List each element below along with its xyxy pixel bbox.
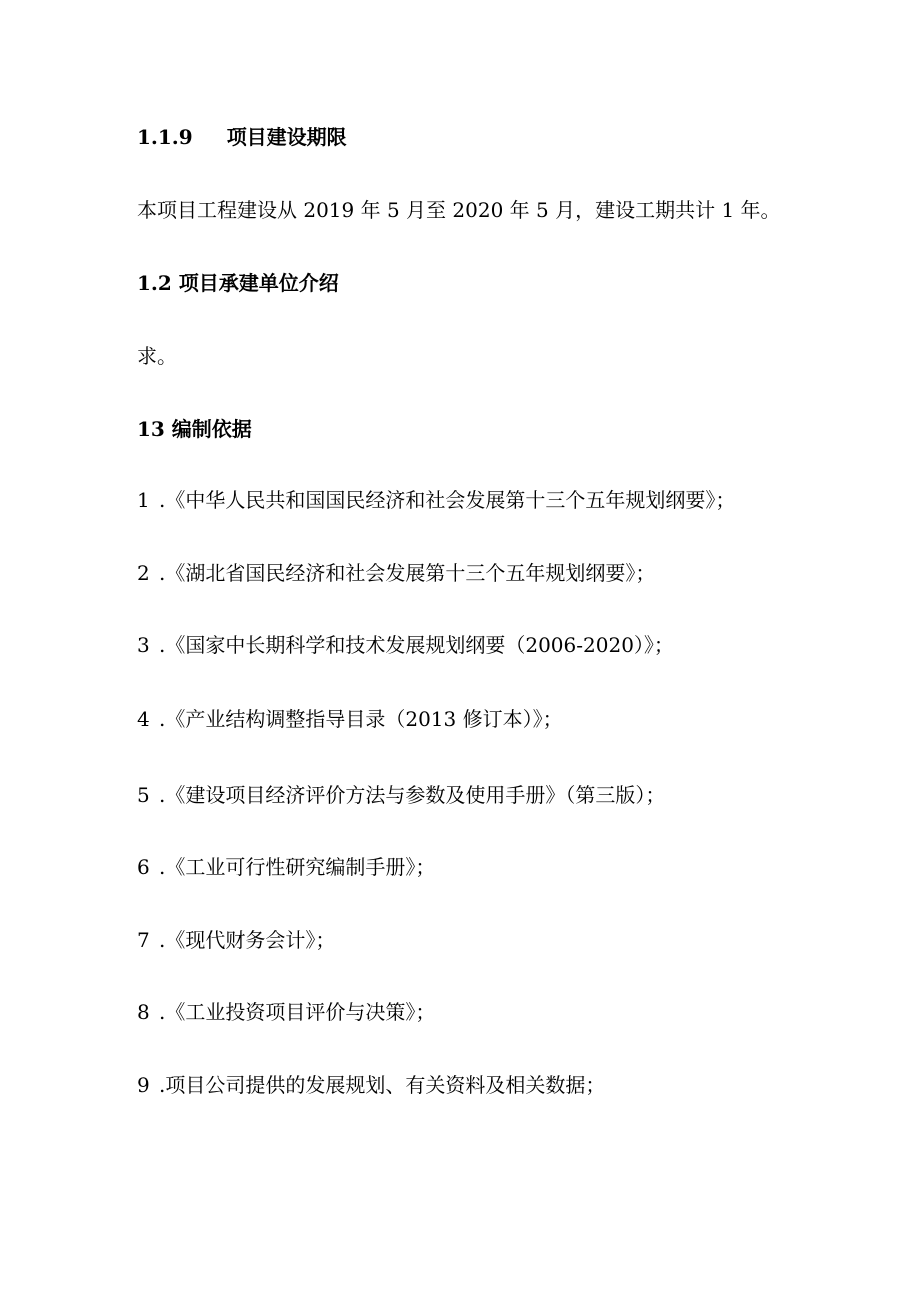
section-title: 项目建设期限	[226, 125, 347, 149]
reference-number: 6	[137, 855, 150, 879]
fragment-paragraph: 求。	[137, 344, 177, 368]
reference-item	[137, 854, 435, 880]
reference-separator: .	[159, 488, 166, 512]
reference-number: 4	[137, 707, 150, 731]
reference-text: 《工业可行性研究编制手册》；	[165, 855, 436, 879]
reference-item	[137, 560, 655, 586]
reference-number: 2	[137, 561, 150, 585]
reference-number: 3	[137, 633, 150, 657]
reference-number: 5	[137, 783, 150, 807]
construction-period-paragraph: 本项目工程建设从 2019 年 5 月至 2020 年 5 月，建设工期共计 1 年。	[137, 198, 781, 222]
reference-item	[137, 1072, 605, 1098]
section-heading-13: 13 编制依据	[137, 417, 252, 441]
reference-separator: .	[159, 928, 166, 952]
reference-text: 《建设项目经济评价方法与参数及使用手册》（第三版）；	[165, 783, 666, 807]
section-number: 1.1.9	[137, 125, 193, 149]
reference-item	[137, 632, 674, 658]
reference-text: 《中华人民共和国国民经济和社会发展第十三个五年规划纲要》；	[165, 488, 736, 512]
reference-text: 《现代财务会计》；	[165, 928, 336, 952]
reference-item	[137, 487, 735, 513]
reference-text: 《产业结构调整指导目录（2013 修订本）》；	[165, 707, 563, 731]
reference-separator: .	[159, 1000, 166, 1024]
reference-item	[137, 927, 335, 953]
reference-text: 《工业投资项目评价与决策》；	[165, 1000, 436, 1024]
reference-text: 项目公司提供的发展规划、有关资料及相关数据；	[165, 1073, 606, 1097]
reference-item	[137, 782, 665, 808]
reference-separator: .	[159, 633, 166, 657]
reference-separator: .	[159, 855, 166, 879]
reference-number: 1	[137, 488, 150, 512]
reference-number: 8	[137, 1000, 150, 1024]
reference-number: 7	[137, 928, 150, 952]
section-heading-1-1-9	[137, 124, 347, 150]
reference-separator: .	[159, 783, 166, 807]
section-heading-1-2: 1.2 项目承建单位介绍	[137, 271, 339, 295]
reference-text: 《国家中长期科学和技术发展规划纲要（2006-2020）》；	[165, 633, 674, 657]
reference-separator: .	[159, 1073, 166, 1097]
reference-separator: .	[159, 707, 166, 731]
reference-item	[137, 999, 435, 1025]
reference-number: 9	[137, 1073, 150, 1097]
reference-text: 《湖北省国民经济和社会发展第十三个五年规划纲要》；	[165, 561, 656, 585]
reference-separator: .	[159, 561, 166, 585]
reference-item	[137, 706, 563, 732]
